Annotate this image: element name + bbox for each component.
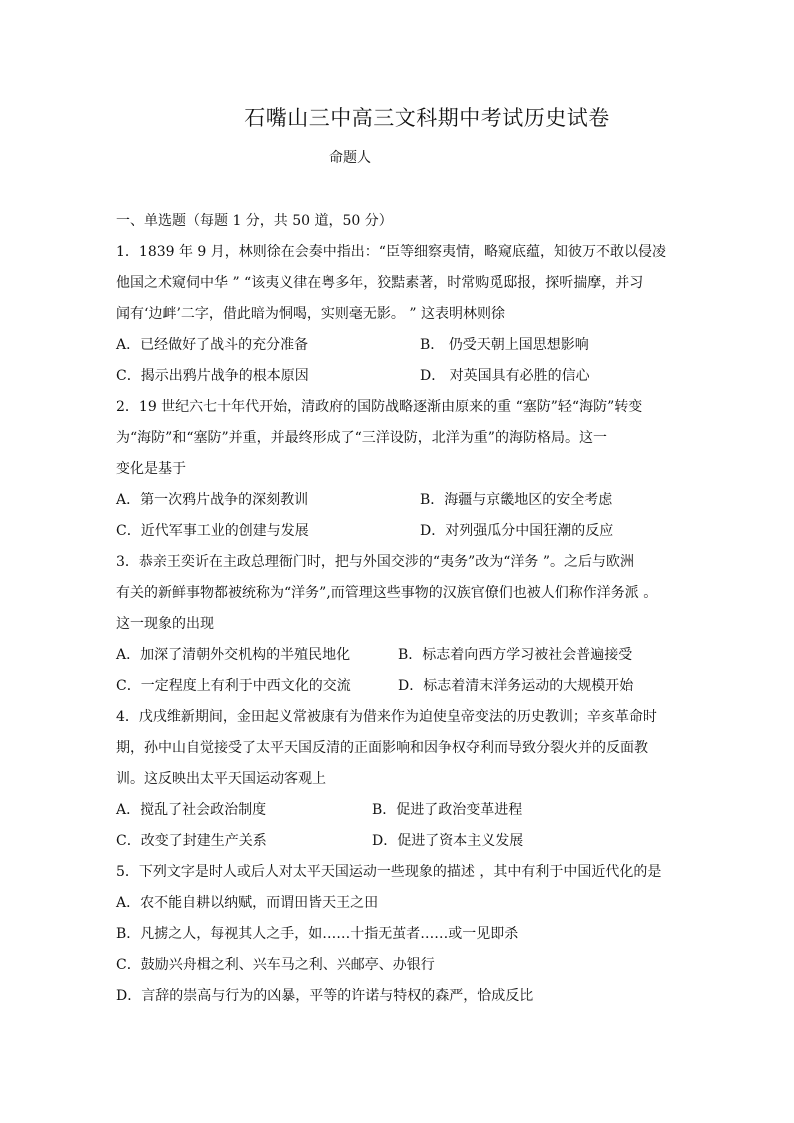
option-row xyxy=(116,361,686,392)
option-row xyxy=(116,795,686,826)
question-stem-line: 有关的新鲜事物都被统称为“洋务”,而管理这些事物的汉族官僚们也被人们称作洋务派 。 xyxy=(116,585,658,601)
option-row xyxy=(116,516,686,547)
option-c: C．鼓励兴舟楫之利、兴车马之利、兴邮亭、办银行 xyxy=(116,957,435,973)
option-b: B．凡掳之人，每视其人之手，如……十指无茧者……或一见即杀 xyxy=(116,926,519,942)
option-a: A．第一次鸦片战争的深刻教训 xyxy=(116,492,309,508)
question-stem-line: 闻有‘边衅’二字，借此暗为恫喝，实则毫无影。 ” 这表明林则徐 xyxy=(116,306,505,322)
option-row xyxy=(116,485,686,516)
option-row xyxy=(116,826,686,857)
question-1 xyxy=(116,237,686,392)
exam-content xyxy=(116,206,686,1012)
question-stem-line: 变化是基于 xyxy=(116,461,186,477)
option-b: B．海疆与京畿地区的安全考虑 xyxy=(420,492,613,508)
option-d: D．促进了资本主义发展 xyxy=(372,833,524,849)
question-5 xyxy=(116,857,686,1012)
question-4 xyxy=(116,702,686,857)
question-stem-line: 训。这反映出太平天国运动客观上 xyxy=(116,771,326,787)
option-d: D．言辞的崇高与行为的凶暴，平等的许诺与特权的森严，恰成反比 xyxy=(116,988,534,1004)
question-stem-line: 他国之术窥伺中华 ” “该夷义律在粤多年，狡黠素著，时常购觅邸报，探听揣摩，并习 xyxy=(116,275,644,291)
question-stem-line: 1．1839 年 9 月，林则徐在会奏中指出：“臣等细察夷情，略窥底蕴，知彼万不敢以侵凌 xyxy=(116,244,666,260)
option-c: C．揭示出鸦片战争的根本原因 xyxy=(116,368,309,384)
option-row xyxy=(116,640,686,671)
question-stem-line: 2．19 世纪六七十年代开始，清政府的国防战略逐渐由原来的重 “塞防”轻“海防”转变 xyxy=(116,399,643,415)
question-2 xyxy=(116,392,686,547)
option-b: B． 仍受天朝上国思想影响 xyxy=(420,337,589,353)
option-a: A．已经做好了战斗的充分准备 xyxy=(116,337,309,353)
option-b: B．促进了政治变革进程 xyxy=(372,802,523,818)
option-row xyxy=(116,330,686,361)
option-c: C．近代军事工业的创建与发展 xyxy=(116,523,309,539)
option-b: B．标志着向西方学习被社会普遍接受 xyxy=(398,647,633,663)
question-stem-line: 这一现象的出现 xyxy=(116,616,214,632)
question-stem-line: 4．戊戌维新期间，金田起义常被康有为借来作为迫使皇帝变法的历史教训；辛亥革命时 xyxy=(116,709,657,725)
option-d: D． 对英国具有必胜的信心 xyxy=(420,368,590,384)
question-stem-line: 为“海防”和“塞防”并重，并最终形成了“三洋设防，北洋为重”的海防格局。这一 xyxy=(116,430,607,446)
option-a: A．加深了清朝外交机构的半殖民地化 xyxy=(116,647,351,663)
option-a: A．搅乱了社会政治制度 xyxy=(116,802,267,818)
question-stem-line: 5．下列文字是时人或后人对太平天国运动一些现象的描述 ，其中有利于中国近代化的是 xyxy=(116,864,662,880)
option-a: A．农不能自耕以纳赋，而谓田皆天王之田 xyxy=(116,895,379,911)
question-stem-line: 3．恭亲王奕䜣在主政总理衙门时，把与外国交涉的“夷务”改为“洋务 ”。之后与欧洲 xyxy=(116,554,634,570)
question-stem-line: 期，孙中山自觉接受了太平天国反清的正面影响和因争权夺利而导致分裂火并的反面教 xyxy=(116,740,648,756)
option-c: C．改变了封建生产关系 xyxy=(116,833,267,849)
option-c: C．一定程度上有利于中西文化的交流 xyxy=(116,678,351,694)
question-3 xyxy=(116,547,686,702)
option-d: D．对列强瓜分中国狂潮的反应 xyxy=(420,523,614,539)
exam-title: 石嘴山三中高三文科期中考试历史试卷 xyxy=(244,106,610,130)
option-row xyxy=(116,671,686,702)
section-heading: 一、单选题（每题 1 分，共 50 道，50 分） xyxy=(116,213,393,229)
author-label: 命题人 xyxy=(329,150,371,166)
option-d: D．标志着清末洋务运动的大规模开始 xyxy=(398,678,634,694)
